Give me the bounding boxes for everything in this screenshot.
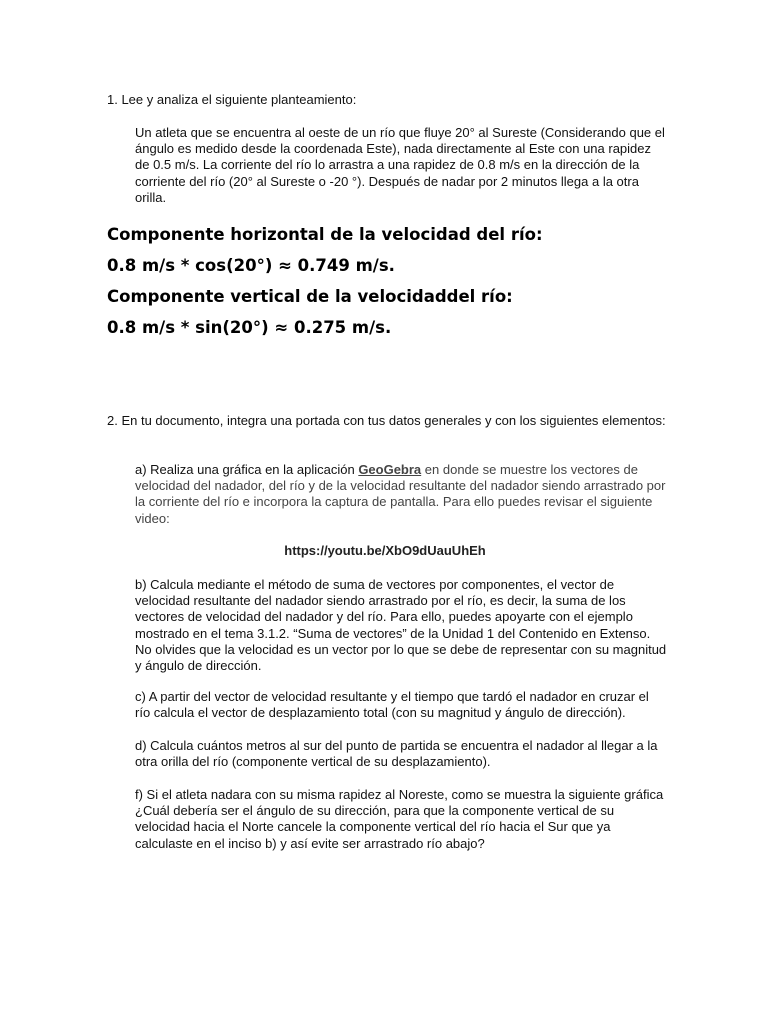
item-b: b) Calcula mediante el método de suma de vectores por componentes, el vector de velocidad resultante del nadador siendo arrastrado por el río, es decir, la suma de los vectores de velocidad del nadador y del río. Para ello, puedes apoyarte con el ejemplo mostrado en el tema 3.1.2. “Suma de vectores” de la Unidad 1 del Contenido en Extenso. No olvides que la velocidad es un vector por lo que se debe de representar con su magnitud y ángulo de dirección. — [135, 577, 667, 674]
item-a-text: en donde se muestre los vectores de velocidad del nadador, del río y de la velocidad resultante del nadador siendo arrastrado por la corriente del río e incorpora la captura de pantalla. Para ello puedes revisar el siguiente video: — [135, 462, 666, 526]
video-url-link[interactable]: https://youtu.be/XbO9dUauUhEh — [284, 543, 486, 558]
question-2-heading: 2. En tu documento, integra una portada con tus datos generales y con los siguientes elementos: — [107, 413, 666, 428]
item-c: c) A partir del vector de velocidad resultante y el tiempo que tardó el nadador en cruzar el río calcula el vector de desplazamiento total (con su magnitud y ángulo de dirección). — [135, 689, 649, 721]
horizontal-component-value: 0.8 m/s * cos(20°) ≈ 0.749 m/s. — [107, 256, 395, 275]
item-a-prefix: a) Realiza una gráfica en la aplicación — [135, 462, 359, 477]
problem-statement: Un atleta que se encuentra al oeste de un río que fluye 20° al Sureste (Considerando que el ángulo es medido desde la coordenada Este), nada directamente al Este con una rapidez de 0.5 m/s. La corriente del río lo arrastra a una rapidez de 0.8 m/s en la dirección de la corriente del río (20° al Sureste o -20 °). Después de nadar por 2 minutos llega a la otra orilla. — [135, 125, 665, 205]
question-1-heading: 1. Lee y analiza el siguiente planteamiento: — [107, 92, 357, 107]
item-d: d) Calcula cuántos metros al sur del punto de partida se encuentra el nadador al llegar a la otra orilla del río (componente vertical de su desplazamiento). — [135, 738, 658, 770]
geogebra-link[interactable]: GeoGebra — [358, 462, 422, 477]
horizontal-component-title: Componente horizontal de la velocidad del río: — [107, 225, 543, 244]
item-f: f) Si el atleta nadara con su misma rapidez al Noreste, como se muestra la siguiente gráfica ¿Cuál debería ser el ángulo de su dirección, para que la componente vertical de su velocidad hacia el Norte cancele la componente vertical del río hacia el Sur que ya calculaste en el inciso b) y así evite ser arrastrado río abajo? — [135, 787, 664, 851]
vertical-component-title: Componente vertical de la velocidaddel río: — [107, 287, 513, 306]
vertical-component-value: 0.8 m/s * sin(20°) ≈ 0.275 m/s. — [107, 318, 392, 337]
item-a — [135, 462, 667, 527]
